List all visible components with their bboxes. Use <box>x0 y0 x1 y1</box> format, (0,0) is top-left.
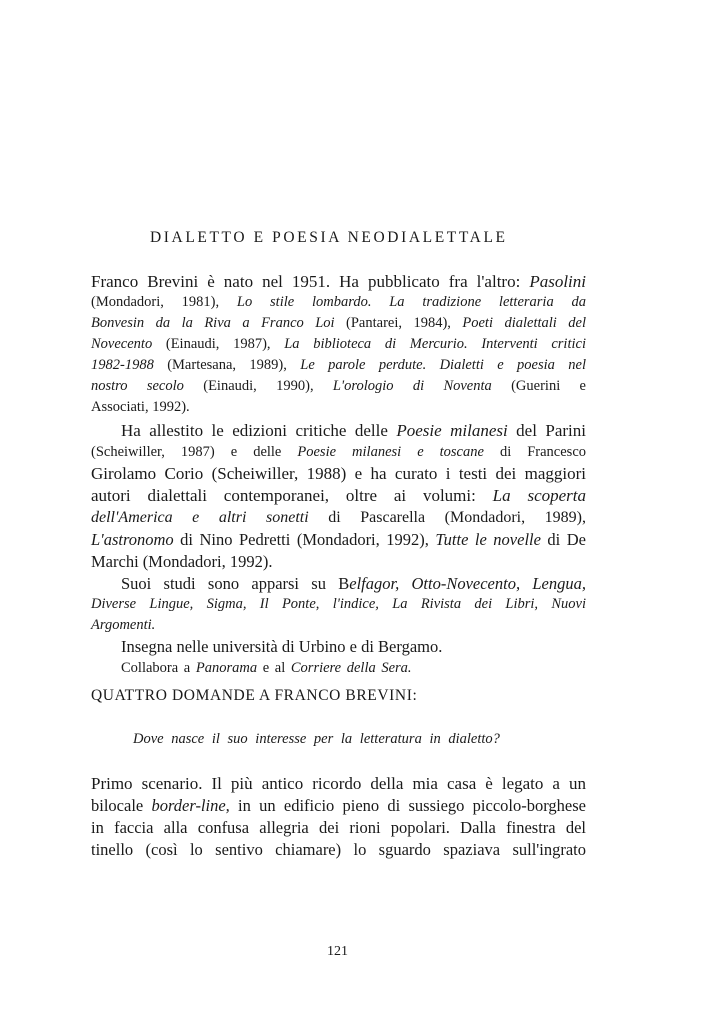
answer-line-3: in faccia alla confusa allegria dei rioni popolari. Dalla finestra del <box>91 818 586 837</box>
bio-line-4: Novecento (Einaudi, 1987), La biblioteca di Mercurio. Interventi critici <box>91 336 586 352</box>
bio-line-9: (Scheiwiller, 1987) e delle Poesie milanesi e toscane di Francesco <box>91 444 587 460</box>
bio-line-7: Associati, 1992). <box>91 399 190 415</box>
bio-line-6: nostro secolo (Einaudi, 1990), L'orologio di Noventa (Guerini e <box>91 378 586 394</box>
bio-line-16: Diverse Lingue, Sigma, Il Ponte, l'indice, La Rivista dei Libri, Nuovi <box>91 596 586 612</box>
bio-line-15: Suoi studi sono apparsi su Belfagor, Otto-Novecento, Lengua, <box>121 574 586 593</box>
bio-line-2: (Mondadori, 1981), Lo stile lombardo. La tradizione letteraria da <box>91 294 586 310</box>
bio-line-11: autori dialettali contemporanei, oltre ai volumi: La scoperta <box>91 486 586 505</box>
bio-line-18: Insegna nelle università di Urbino e di Bergamo. <box>121 637 443 656</box>
bio-line-3: Bonvesin da la Riva a Franco Loi (Pantarei, 1984), Poeti dialettali del <box>91 315 586 331</box>
bio-line-10: Girolamo Corio (Scheiwiller, 1988) e ha curato i testi dei maggiori <box>91 464 586 483</box>
bio-line-17: Argomenti. <box>91 617 156 633</box>
bio-line-1: Franco Brevini è nato nel 1951. Ha pubblicato fra l'altro: Pasolini <box>91 272 586 291</box>
bio-line-12: dell'America e altri sonetti di Pascarella (Mondadori, 1989), <box>91 509 586 526</box>
bio-line-5: 1982-1988 (Martesana, 1989), Le parole perdute. Dialetti e poesia nel <box>91 357 587 373</box>
bio-line-8: Ha allestito le edizioni critiche delle Poesie milanesi del Parini <box>121 421 586 440</box>
bio-line-19: Collabora a Panorama e al Corriere della Sera. <box>121 660 412 676</box>
answer-line-4: tinello (così lo sentivo chiamare) lo sguardo spaziava sull'ingrato <box>91 840 586 859</box>
interview-question: Dove nasce il suo interesse per la letteratura in dialetto? <box>133 731 500 747</box>
chapter-heading: DIALETTO E POESIA NEODIALETTALE <box>150 229 508 246</box>
bio-line-13: L'astronomo di Nino Pedretti (Mondadori, 1992), Tutte le novelle di De <box>91 530 587 549</box>
bio-line-14: Marchi (Mondadori, 1992). <box>91 552 273 571</box>
answer-line-2: bilocale border-line, in un edificio pieno di sussiego piccolo-borghese <box>91 796 586 815</box>
answer-line-1: Primo scenario. Il più antico ricordo della mia casa è legato a un <box>91 774 586 793</box>
page-number: 121 <box>327 944 348 959</box>
section-title: QUATTRO DOMANDE A FRANCO BREVINI: <box>91 687 418 704</box>
